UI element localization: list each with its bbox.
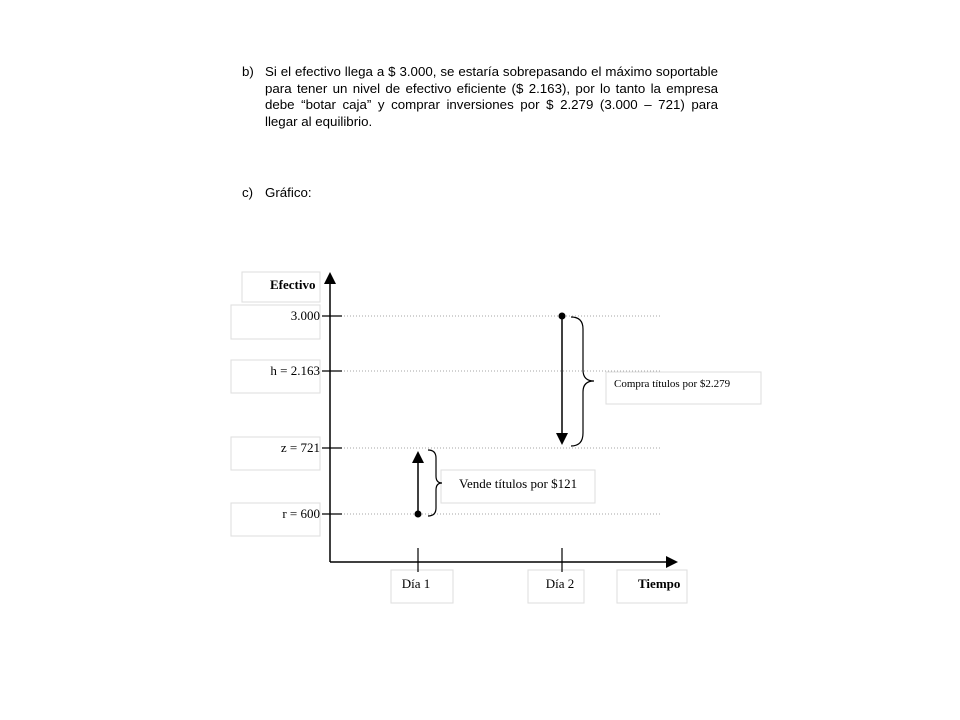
data-point (415, 511, 422, 518)
buy-annotation: Compra títulos por $2.279 (614, 378, 731, 390)
list-marker: b) (242, 64, 254, 79)
x-tick-label: Día 2 (545, 576, 575, 591)
x-axis-title: Tiempo (638, 576, 681, 591)
x-tick-label: Día 1 (401, 576, 431, 591)
list-marker: c) (242, 185, 254, 200)
y-tick-label: 3.000 (290, 308, 320, 323)
y-tick-label: r = 600 (282, 506, 320, 521)
y-tick-label: h = 2.163 (270, 363, 320, 378)
paragraph-text: Gráfico: (265, 185, 312, 200)
y-axis-title: Efectivo (270, 277, 316, 292)
paragraph-text: Si el efectivo llega a $ 3.000, se estaría sobrepasando el máximo soportable para tener un nivel de efectivo eficiente ($ 2.163), por lo tanto la empresa debe “botar caja” y comprar inversiones por $ 2.279 (3.000 – 721) para llegar al equilibrio. (265, 64, 718, 129)
y-tick-label: z = 721 (280, 440, 320, 455)
sell-brace (428, 450, 442, 516)
data-point (559, 313, 566, 320)
buy-brace (571, 317, 594, 446)
sell-annotation: Vende títulos por $121 (459, 476, 578, 491)
